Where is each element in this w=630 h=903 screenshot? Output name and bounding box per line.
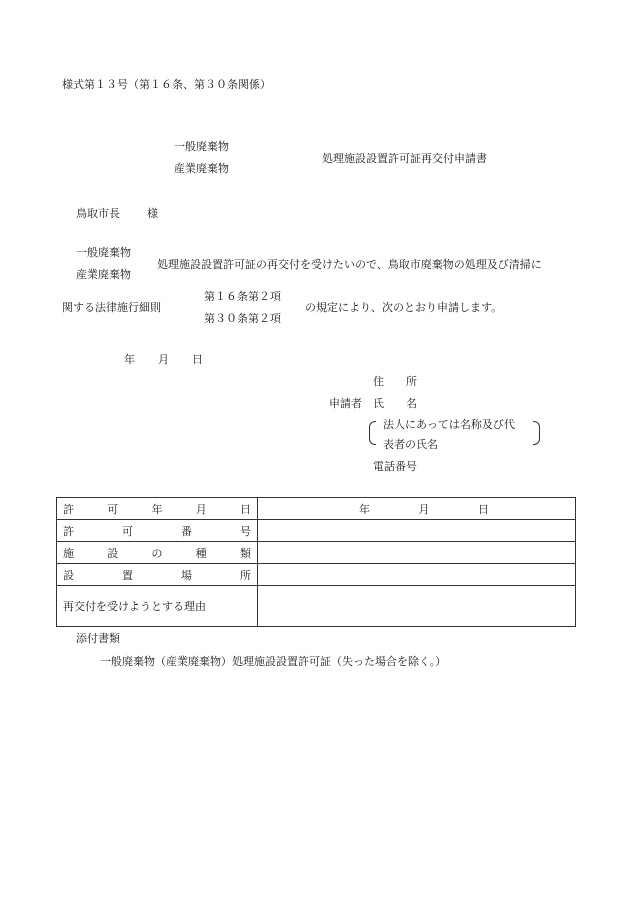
table-row xyxy=(57,520,576,542)
facility-type-label: 施 設 の 種 類 xyxy=(57,542,258,564)
table-row xyxy=(57,564,576,586)
article-16: 第１６条第２項 xyxy=(204,290,281,303)
form-number: 様式第１３号（第１６条、第３０条関係） xyxy=(62,78,271,91)
applicant-label: 申請者 xyxy=(329,397,362,410)
corporate-note-line-1: 法人にあっては名称及び代 xyxy=(383,418,515,431)
applicant-phone-label: 電話番号 xyxy=(373,460,417,473)
body-line-2-prefix: 関する法律施行細則 xyxy=(62,301,161,314)
attachments-heading: 添付書類 xyxy=(76,632,120,645)
permit-info-table xyxy=(56,497,576,627)
date-day-unit: 日 xyxy=(192,353,203,366)
addressee-honorific: 様 xyxy=(147,207,158,220)
table-row xyxy=(57,498,576,520)
table-row xyxy=(57,586,576,627)
addressee xyxy=(76,208,158,219)
article-30: 第３０条第２項 xyxy=(204,312,281,325)
date-month-unit: 月 xyxy=(158,353,169,366)
left-bracket-mark xyxy=(369,421,376,445)
title-waste-type-general: 一般廃棄物 xyxy=(174,140,229,153)
reissue-reason-value xyxy=(258,586,576,627)
right-bracket-mark xyxy=(533,421,540,445)
permit-date-label: 許 可 年 月 日 xyxy=(57,498,258,520)
addressee-name: 鳥取市長 xyxy=(76,207,120,220)
body-line-2-suffix: の規定により、次のとおり申請します。 xyxy=(305,301,503,314)
permit-date-value: 年 月 日 xyxy=(258,498,576,520)
applicant-name-label: 氏 名 xyxy=(373,397,417,410)
body-waste-type-general: 一般廃棄物 xyxy=(76,246,131,259)
table-row xyxy=(57,542,576,564)
installation-location-label: 設 置 場 所 xyxy=(57,564,258,586)
attachments-item: 一般廃棄物（産業廃棄物）処理施設設置許可証（失った場合を除く。） xyxy=(100,655,447,668)
body-waste-type-industrial: 産業廃棄物 xyxy=(76,268,131,281)
permit-number-value xyxy=(258,520,576,542)
permit-number-label: 許 可 番 号 xyxy=(57,520,258,542)
corporate-note-line-2: 表者の氏名 xyxy=(383,438,438,451)
installation-location-value xyxy=(258,564,576,586)
body-line-1: 処理施設設置許可証の再交付を受けたいので、鳥取市廃棄物の処理及び清掃に xyxy=(157,258,542,271)
applicant-address-label: 住 所 xyxy=(373,375,417,388)
date-year-unit: 年 xyxy=(124,353,135,366)
title-waste-type-industrial: 産業廃棄物 xyxy=(174,162,229,175)
reissue-reason-label: 再交付を受けようとする理由 xyxy=(57,586,258,627)
facility-type-value xyxy=(258,542,576,564)
document-title: 処理施設設置許可証再交付申請書 xyxy=(322,152,487,165)
